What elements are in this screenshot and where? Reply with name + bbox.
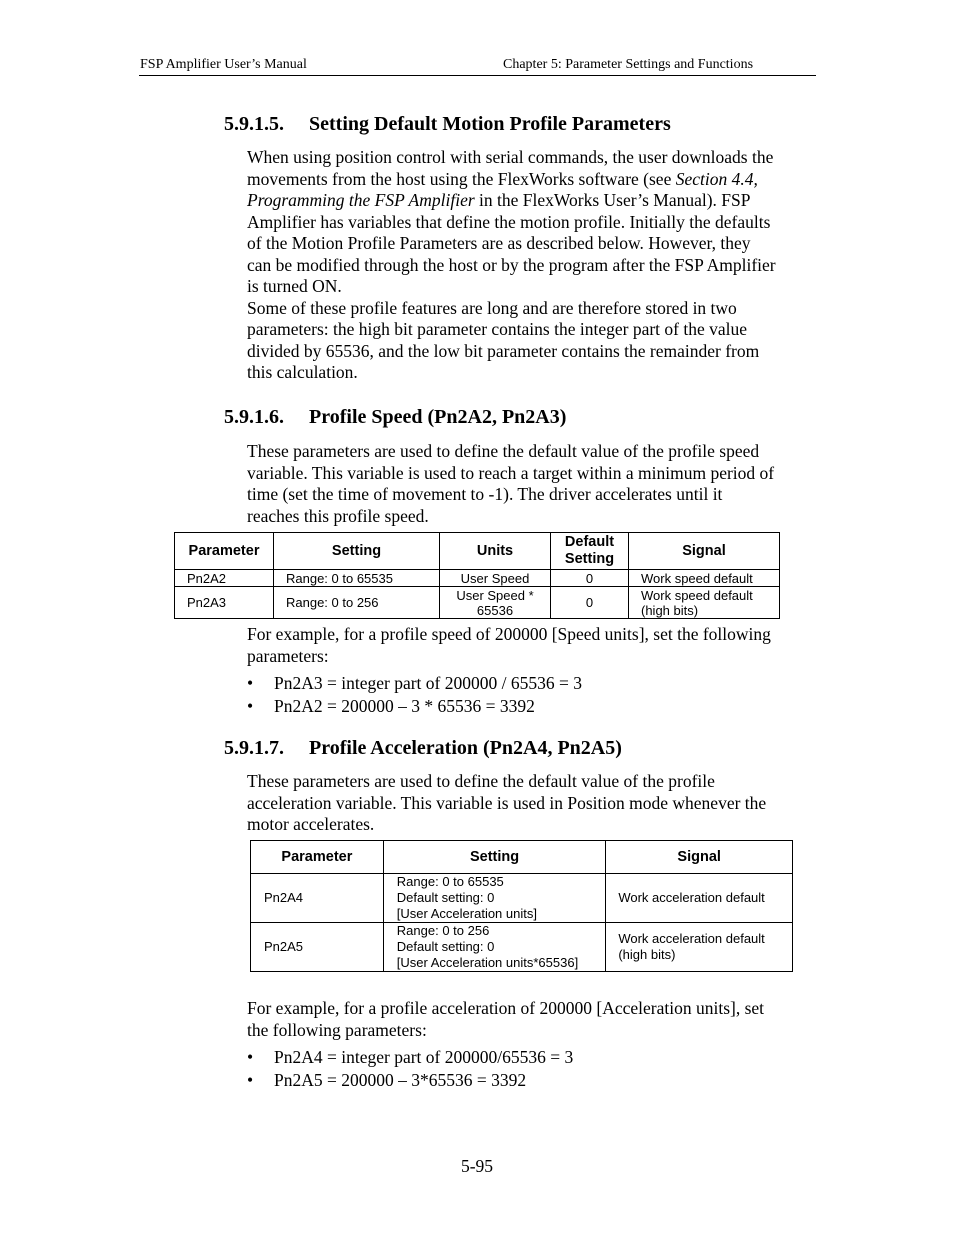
paragraph-profile-speed: These parameters are used to define the default value of the profile speed variable. This variable is used to reach a target within a minimum period of time (set the time of movement to -1). The driver accelerates until it reaches this profile speed. (247, 441, 775, 526)
paragraph-profile-acceleration: These parameters are used to define the default value of the profile acceleration variable. This variable is used in Position mode whenever the motor accelerates. (247, 771, 767, 834)
paragraph-speed-example: For example, for a profile speed of 200000 [Speed units], set the following parameters: (247, 624, 771, 666)
bullet-icon: • (247, 1047, 254, 1067)
list-item: • Pn2A2 = 200000 – 3 * 65536 = 3392 (247, 696, 535, 716)
running-header-right: Chapter 5: Parameter Settings and Functions (503, 57, 754, 72)
page-number: 5-95 (460, 1156, 494, 1176)
table-cell: Range: 0 to 65535 (274, 570, 440, 587)
list-item: • Pn2A5 = 200000 – 3*65536 = 3392 (247, 1070, 527, 1090)
list-item: • Pn2A4 = integer part of 200000/65536 = 3 (247, 1047, 574, 1067)
table-cell: Range: 0 to 256 (274, 587, 440, 619)
table-cell: Range: 0 to 65535 Default setting: 0 [User Acceleration units] (383, 874, 606, 923)
table-cell: Pn2A5 (251, 923, 384, 972)
document-reference: Programming the FSP Amplifier (247, 190, 475, 210)
table-cell: Work acceleration default (high bits) (606, 923, 793, 972)
bullet-icon: • (247, 673, 254, 693)
profile-speed-table (174, 532, 780, 619)
section-heading-5917 (224, 737, 622, 760)
table-row (175, 570, 780, 587)
section-number: 5.9.1.6. (224, 406, 284, 428)
column-header: Setting (274, 533, 440, 570)
running-header-left: FSP Amplifier User’s Manual (140, 57, 307, 72)
table-cell: User Speed * 65536 (440, 587, 551, 619)
column-header: Parameter (175, 533, 274, 570)
section-heading-5915 (224, 113, 671, 136)
table-row (251, 874, 793, 923)
table-row (175, 587, 780, 619)
paragraph-default-motion: When using position control with serial commands, the user downloads the movements from the host using the FlexWorks software (see Section 4.4, Programming the FSP Amplifier in the FlexWorks User’s Manual). FSP Amplifier has variables that define the motion profile. Initially the defaults of the Motion Profile Parameters are as described below. However, they can be modified through the host or by the program after the FSP Amplifier is turned ON. Some of these profile features are long and are therefore stored in two parameters: the high bit parameter contains the integer part of the value divided by 65536, and the low bit parameter contains the remainder from this calculation. (247, 147, 776, 382)
table-cell: Pn2A2 (175, 570, 274, 587)
table-cell: Work speed default (high bits) (629, 587, 780, 619)
table-cell: User Speed (440, 570, 551, 587)
column-header: Parameter (251, 841, 384, 874)
bullet-icon: • (247, 1070, 254, 1090)
table-header-row (251, 841, 793, 874)
section-reference: Section 4.4, (675, 168, 758, 189)
table-cell: Range: 0 to 256 Default setting: 0 [User Acceleration units*65536] (383, 923, 606, 972)
column-header: Signal (629, 533, 780, 570)
table-cell: Pn2A3 (175, 587, 274, 619)
list-item: • Pn2A3 = integer part of 200000 / 65536 = 3 (247, 673, 582, 693)
column-header: Default Setting (551, 533, 629, 570)
section-title: Profile Speed (Pn2A2, Pn2A3) (309, 406, 567, 428)
paragraph-acceleration-example: For example, for a profile acceleration of 200000 [Acceleration units], set the following parameters: (247, 998, 765, 1040)
section-heading-5916 (224, 406, 566, 429)
column-header: Setting (383, 841, 606, 874)
section-title: Setting Default Motion Profile Parameters (309, 113, 671, 135)
table-row (251, 923, 793, 972)
table-cell: 0 (551, 587, 629, 619)
section-number: 5.9.1.5. (224, 113, 284, 135)
column-header: Signal (606, 841, 793, 874)
bullet-icon: • (247, 696, 254, 716)
section-number: 5.9.1.7. (224, 737, 284, 759)
table-cell: Work acceleration default (606, 874, 793, 923)
header-rule (139, 75, 816, 76)
table-header-row (175, 533, 780, 570)
table-cell: Work speed default (629, 570, 780, 587)
column-header: Units (440, 533, 551, 570)
table-cell: 0 (551, 570, 629, 587)
table-cell: Pn2A4 (251, 874, 384, 923)
profile-acceleration-table (250, 840, 793, 972)
section-title: Profile Acceleration (Pn2A4, Pn2A5) (309, 737, 622, 759)
